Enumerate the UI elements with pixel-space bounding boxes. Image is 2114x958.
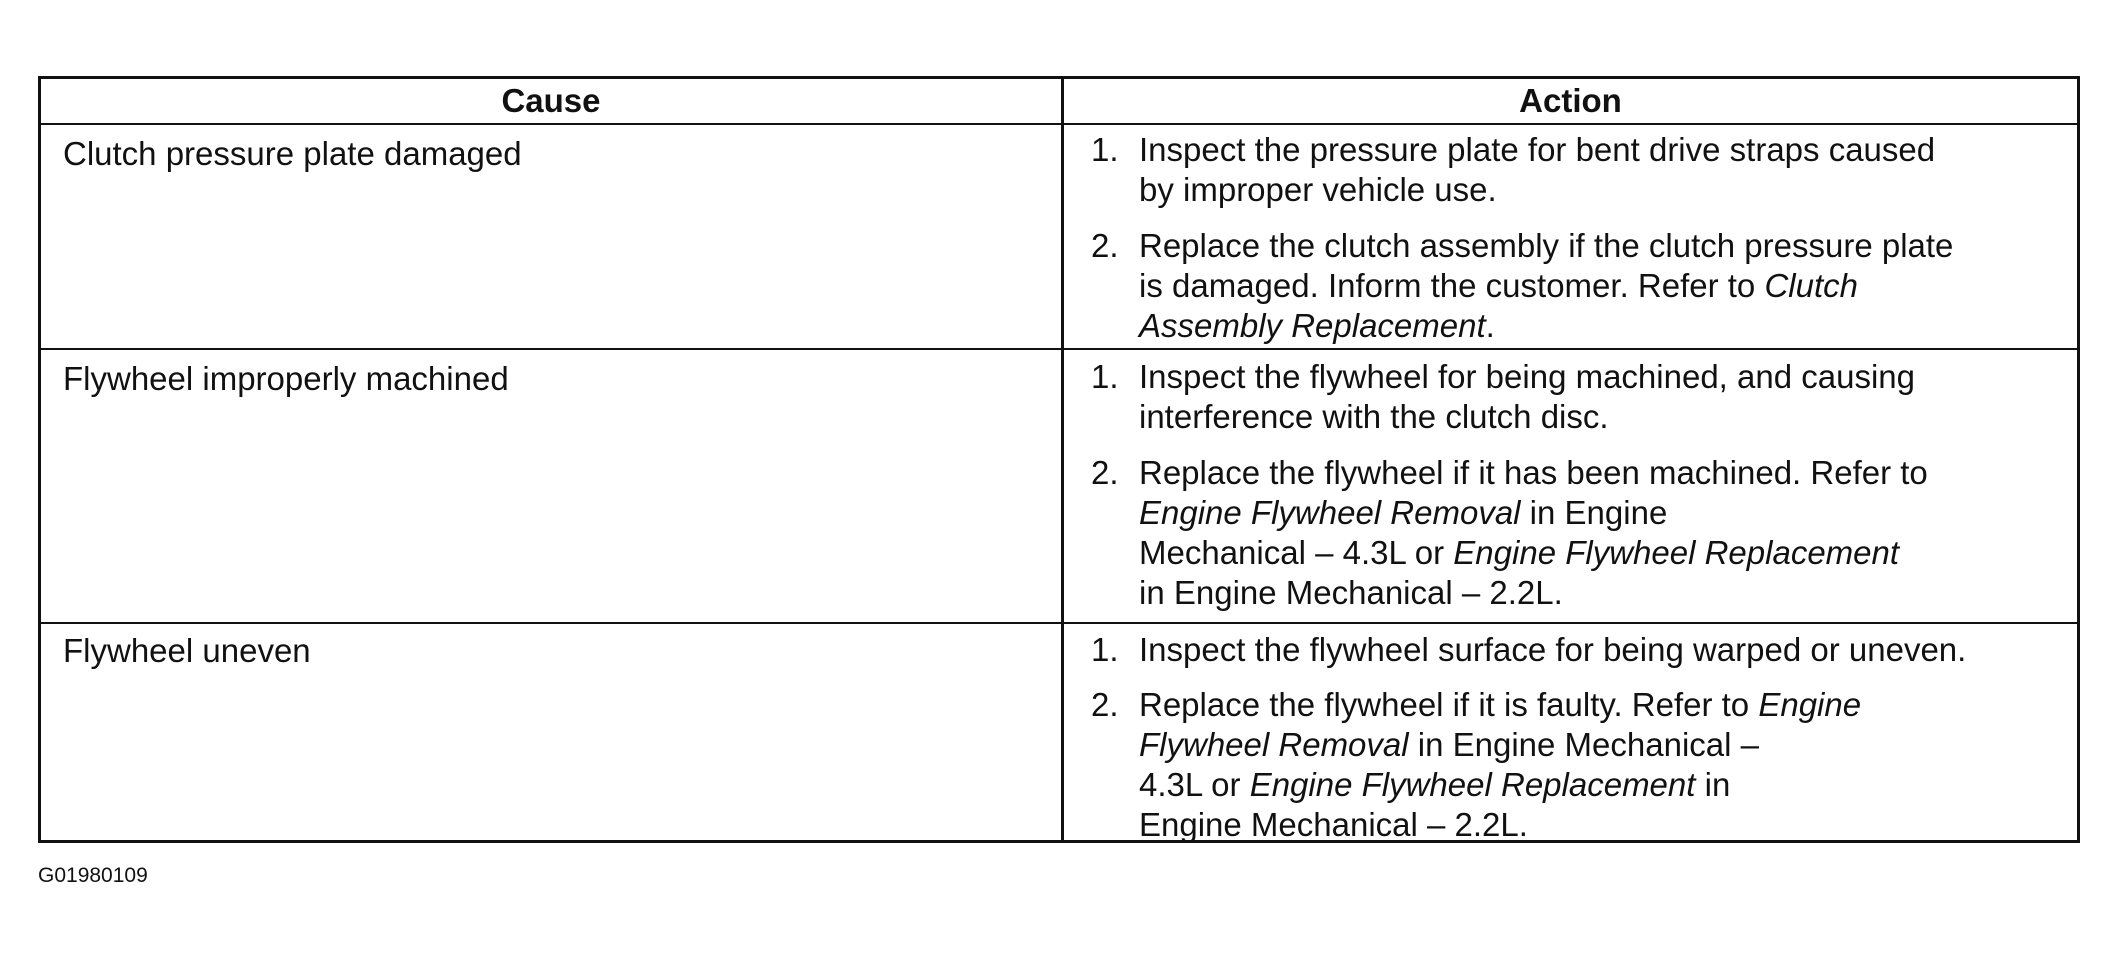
action-text: . (1485, 307, 1495, 344)
reference-link-text: Engine (1758, 686, 1862, 723)
reference-link-text: Engine Flywheel Replacement (1249, 766, 1696, 803)
header-divider (41, 123, 2077, 125)
header-cause: Cause (501, 82, 601, 119)
reference-link-text: Engine Flywheel Removal (1139, 494, 1521, 531)
row-1-cause: Clutch pressure plate damaged (63, 135, 522, 172)
reference-link-text: Engine Flywheel Replacement (1453, 534, 1900, 571)
row-divider (41, 348, 2077, 350)
action-line: Engine Mechanical – 2.2L. (1139, 806, 1528, 843)
action-line: Replace the flywheel if it has been machined. Refer to (1139, 454, 1928, 491)
action-text: in Engine Mechanical – (1408, 726, 1759, 763)
action-number: 1. (1091, 131, 1119, 168)
action-line: interference with the clutch disc. (1139, 398, 1609, 435)
column-divider (1061, 79, 1064, 840)
action-number: 1. (1091, 631, 1119, 668)
action-line: Replace the clutch assembly if the clutch pressure plate (1139, 227, 1954, 264)
action-line: Inspect the flywheel surface for being warped or uneven. (1139, 631, 1967, 668)
reference-link-text: Clutch (1764, 267, 1858, 304)
action-text: is damaged. Inform the customer. Refer to (1139, 267, 1765, 304)
reference-link-text: Flywheel Removal (1139, 726, 1409, 763)
action-line: Inspect the pressure plate for bent drive straps caused (1139, 131, 1936, 168)
action-text: 4.3L or (1139, 766, 1250, 803)
row-2-cause: Flywheel improperly machined (63, 360, 509, 397)
header-action: Action (1519, 82, 1622, 119)
action-number: 1. (1091, 358, 1119, 395)
action-number: 2. (1091, 227, 1119, 264)
action-line: Inspect the flywheel for being machined, and causing (1139, 358, 1915, 395)
action-number: 2. (1091, 454, 1119, 491)
reference-link-text: Assembly Replacement (1139, 307, 1486, 344)
action-line: by improper vehicle use. (1139, 171, 1497, 208)
row-divider (41, 622, 2077, 624)
action-text: in (1695, 766, 1731, 803)
row-3-cause: Flywheel uneven (63, 632, 311, 669)
action-text: Replace the flywheel if it is faulty. Refer to (1139, 686, 1759, 723)
diagnostic-table (38, 76, 2080, 843)
figure-code: G01980109 (38, 864, 148, 887)
action-text: in Engine (1520, 494, 1668, 531)
action-line: in Engine Mechanical – 2.2L. (1139, 574, 1563, 611)
action-text: Mechanical – 4.3L or (1139, 534, 1454, 571)
action-number: 2. (1091, 686, 1119, 723)
